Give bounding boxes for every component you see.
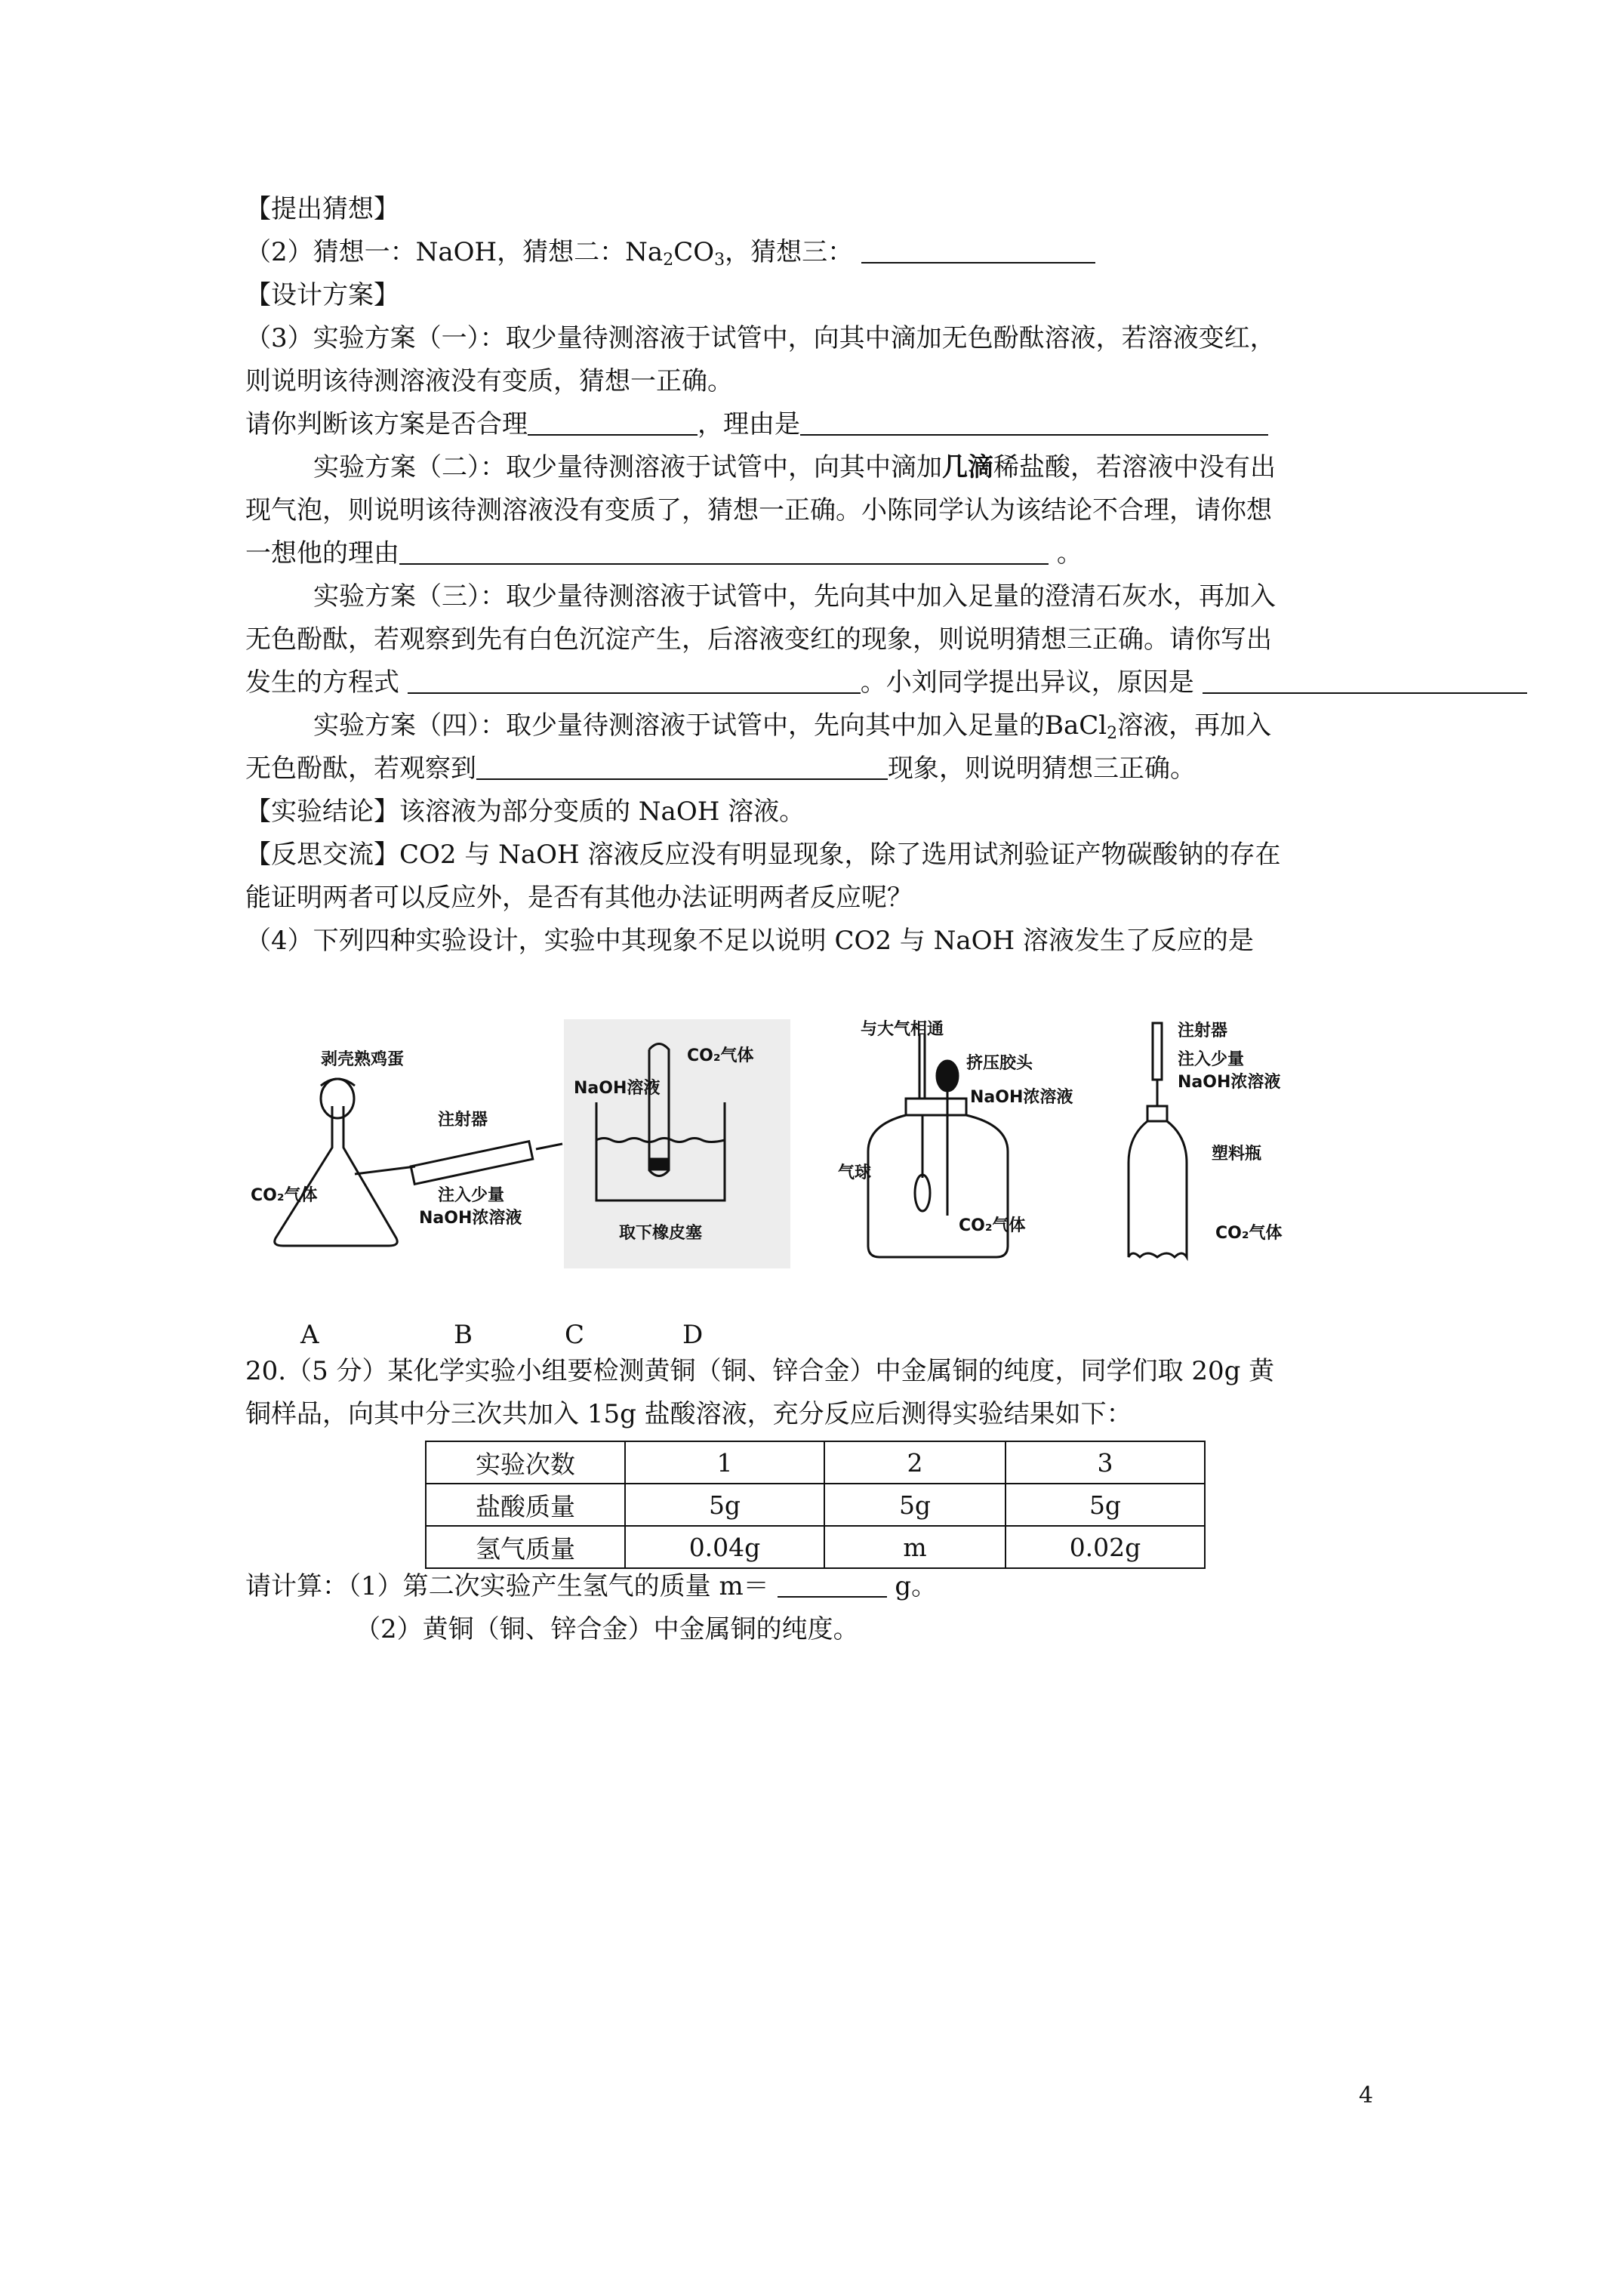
label-d-inject1: 注入少量 xyxy=(1178,1050,1245,1069)
table-cell: 实验次数 xyxy=(426,1441,625,1484)
plan-three-line1: 实验方案（三）：取少量待测溶液于试管中，先向其中加入足量的澄清石灰水，再加入 xyxy=(313,581,1276,612)
question-3-line2: 则说明该待测溶液没有变质，猜想一正确。 xyxy=(245,366,733,396)
table-row xyxy=(426,1484,1205,1526)
plan-two-text: 实验方案（二）：取少量待测溶液于试管中，向其中滴加 xyxy=(313,452,942,482)
table-cell: 盐酸质量 xyxy=(426,1484,625,1526)
label-d-bottle: 塑料瓶 xyxy=(1212,1145,1262,1163)
results-table xyxy=(425,1441,1206,1569)
plan-three-text: 发生的方程式 xyxy=(245,667,399,698)
label-d-syringe: 注射器 xyxy=(1178,1022,1228,1040)
option-label-c: C xyxy=(565,1320,585,1350)
conclusion: 【实验结论】该溶液为部分变质的 NaOH 溶液。 xyxy=(245,797,805,827)
label-c-naoh: NaOH浓溶液 xyxy=(970,1088,1073,1107)
question-3-line1: （3）实验方案（一）：取少量待测溶液于试管中，向其中滴加无色酚酞溶液，若溶液变红， xyxy=(245,323,1276,353)
plan-four-line1 xyxy=(313,710,1271,750)
plan-four-text: 实验方案（四）：取少量待测溶液于试管中，先向其中加入足量的BaCl xyxy=(313,710,1107,741)
answer-blank[interactable] xyxy=(861,239,1095,264)
plan-two-emphasis: 几滴 xyxy=(942,452,993,482)
plan-two-line1 xyxy=(313,451,1276,483)
question-20-line2: 铜样品，向其中分三次共加入 15g 盐酸溶液，充分反应后测得实验结果如下： xyxy=(245,1399,1132,1429)
plan-three-text: 。小刘同学提出异议，原因是 xyxy=(860,667,1194,698)
plan-four-text: 溶液，再加入 xyxy=(1117,710,1272,741)
plan-four-line2 xyxy=(245,753,1196,784)
q2-sub: 3 xyxy=(714,251,725,270)
option-label-d: D xyxy=(682,1320,704,1350)
label-b-stopper: 取下橡皮塞 xyxy=(619,1224,703,1243)
q2-text-suffix: ，猜想三： xyxy=(725,237,854,267)
calc-text: 请计算：（1）第二次实验产生氢气的质量 m＝ xyxy=(245,1571,769,1601)
question-3-line3 xyxy=(245,408,1268,440)
question-20-line1: 20.（5 分）某化学实验小组要检测黄铜（铜、锌合金）中金属铜的纯度，同学们取 20g 黄 xyxy=(245,1356,1275,1386)
plan-two-text: 稀盐酸，若溶液中没有出 xyxy=(993,452,1276,482)
reflection-line1: 【反思交流】CO2 与 NaOH 溶液反应没有明显现象，除了选用试剂验证产物碳酸钠的存在 xyxy=(245,840,1281,870)
table-cell: 5g xyxy=(625,1484,824,1526)
table-cell: 1 xyxy=(625,1441,824,1484)
experiment-figure xyxy=(242,1019,1389,1268)
table-cell: m xyxy=(824,1526,1006,1568)
label-a-inject1: 注入少量 xyxy=(438,1186,505,1205)
calc-part2: （2）黄铜（铜、锌合金）中金属铜的纯度。 xyxy=(355,1614,859,1644)
q2-sub: 2 xyxy=(663,251,674,270)
plan-three-line3 xyxy=(245,667,1527,698)
plan-four-sub: 2 xyxy=(1107,724,1118,743)
label-c-balloon: 气球 xyxy=(838,1163,872,1182)
option-label-b: B xyxy=(454,1320,473,1350)
calc-part1 xyxy=(245,1570,937,1602)
q3-text: 请你判断该方案是否合理 xyxy=(245,409,528,439)
plan-two-line3 xyxy=(245,538,1083,569)
section-heading-design: 【设计方案】 xyxy=(245,280,399,310)
answer-blank[interactable] xyxy=(778,1573,887,1598)
label-c-squeeze: 挤压胶头 xyxy=(966,1054,1033,1073)
q3-text: ，理由是 xyxy=(698,409,800,439)
plan-two-text: 一想他的理由 xyxy=(245,538,399,569)
answer-blank[interactable] xyxy=(408,670,861,694)
plan-two-text: 。 xyxy=(1056,538,1083,569)
option-label-a: A xyxy=(300,1320,319,1350)
label-b-gas: CO₂气体 xyxy=(687,1046,754,1065)
table-row xyxy=(426,1526,1205,1568)
question-4: （4）下列四种实验设计，实验中其现象不足以说明 CO2 与 NaOH 溶液发生了反应的是 xyxy=(245,926,1254,956)
q2-text: （2）猜想一：NaOH，猜想二：Na xyxy=(245,237,664,267)
reflection-line2: 能证明两者可以反应外，是否有其他办法证明两者反应呢？ xyxy=(245,883,913,913)
question-2 xyxy=(245,236,1095,276)
table-cell: 3 xyxy=(1006,1441,1205,1484)
table-cell: 5g xyxy=(824,1484,1006,1526)
table-cell: 氢气质量 xyxy=(426,1526,625,1568)
label-c-atm: 与大气相通 xyxy=(861,1020,944,1039)
table-cell: 0.04g xyxy=(625,1526,824,1568)
table-cell: 0.02g xyxy=(1006,1526,1205,1568)
label-a-syringe: 注射器 xyxy=(438,1111,488,1130)
plan-four-text: 现象，则说明猜想三正确。 xyxy=(888,754,1196,784)
label-a-egg: 剥壳熟鸡蛋 xyxy=(321,1050,405,1069)
table-cell: 2 xyxy=(824,1441,1006,1484)
label-d-gas: CO₂气体 xyxy=(1215,1224,1283,1243)
label-a-gas: CO₂气体 xyxy=(251,1186,318,1205)
calc-text: g。 xyxy=(895,1571,938,1601)
answer-blank[interactable] xyxy=(399,541,1049,565)
answer-blank[interactable] xyxy=(476,756,888,780)
plan-two-line2: 现气泡，则说明该待测溶液没有变质了，猜想一正确。小陈同学认为该结论不合理，请你想 xyxy=(245,495,1272,525)
section-heading-hypothesis: 【提出猜想】 xyxy=(245,194,399,224)
q2-text-mid: CO xyxy=(673,237,715,267)
plan-three-line2: 无色酚酞，若观察到先有白色沉淀产生，后溶液变红的现象，则说明猜想三正确。请你写出 xyxy=(245,624,1272,655)
page-number: 4 xyxy=(1359,2082,1374,2109)
table-row xyxy=(426,1441,1205,1484)
table-cell: 5g xyxy=(1006,1484,1205,1526)
answer-blank[interactable] xyxy=(1203,670,1527,694)
answer-blank[interactable] xyxy=(800,411,1268,436)
label-a-inject2: NaOH浓溶液 xyxy=(419,1209,522,1228)
answer-blank[interactable] xyxy=(528,411,698,436)
label-d-inject2: NaOH浓溶液 xyxy=(1178,1073,1281,1092)
plan-four-text: 无色酚酞，若观察到 xyxy=(245,754,476,784)
label-c-gas: CO₂气体 xyxy=(959,1216,1026,1235)
label-b-naoh: NaOH溶液 xyxy=(574,1079,661,1098)
